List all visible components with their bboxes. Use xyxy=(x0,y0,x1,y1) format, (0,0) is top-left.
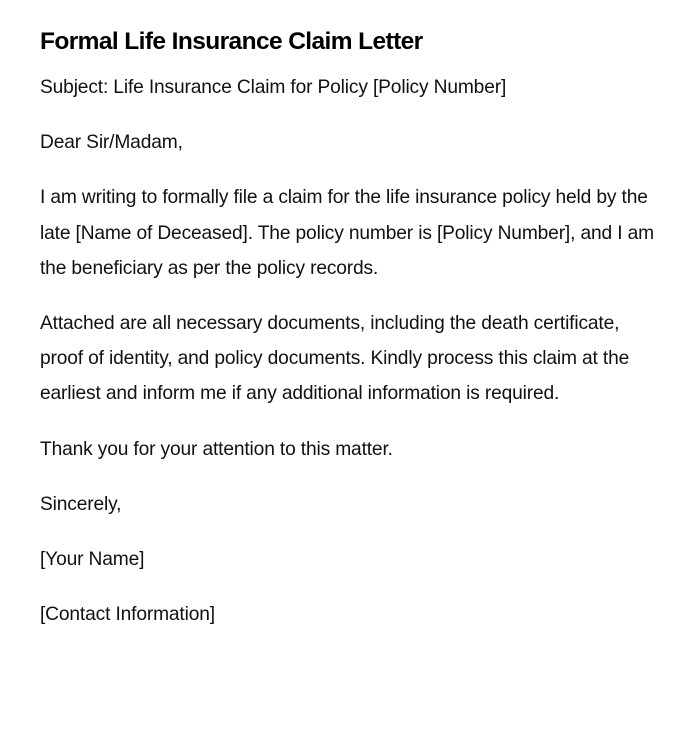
letter-body-paragraph-3: Thank you for your attention to this matter. xyxy=(40,438,393,460)
letter-contact-info: [Contact Information] xyxy=(40,604,215,626)
letter-salutation: Dear Sir/Madam, xyxy=(40,132,183,154)
letter-body-paragraph-1: I am writing to formally file a claim for the life insurance policy held by the late [Name of Deceased]. The policy number is [Policy Number], and I am the beneficiary as per the policy records. xyxy=(40,187,654,279)
letter-closing: Sincerely, xyxy=(40,493,122,515)
letter-title: Formal Life Insurance Claim Letter xyxy=(40,28,423,55)
letter-body-paragraph-2: Attached are all necessary documents, including the death certificate, proof of identity, and policy documents. Kindly process this claim at the earliest and inform me if any additional information is required. xyxy=(40,313,630,405)
letter-subject: Subject: Life Insurance Claim for Policy [Policy Number] xyxy=(40,77,507,98)
letter-signature-name: [Your Name] xyxy=(40,549,145,571)
